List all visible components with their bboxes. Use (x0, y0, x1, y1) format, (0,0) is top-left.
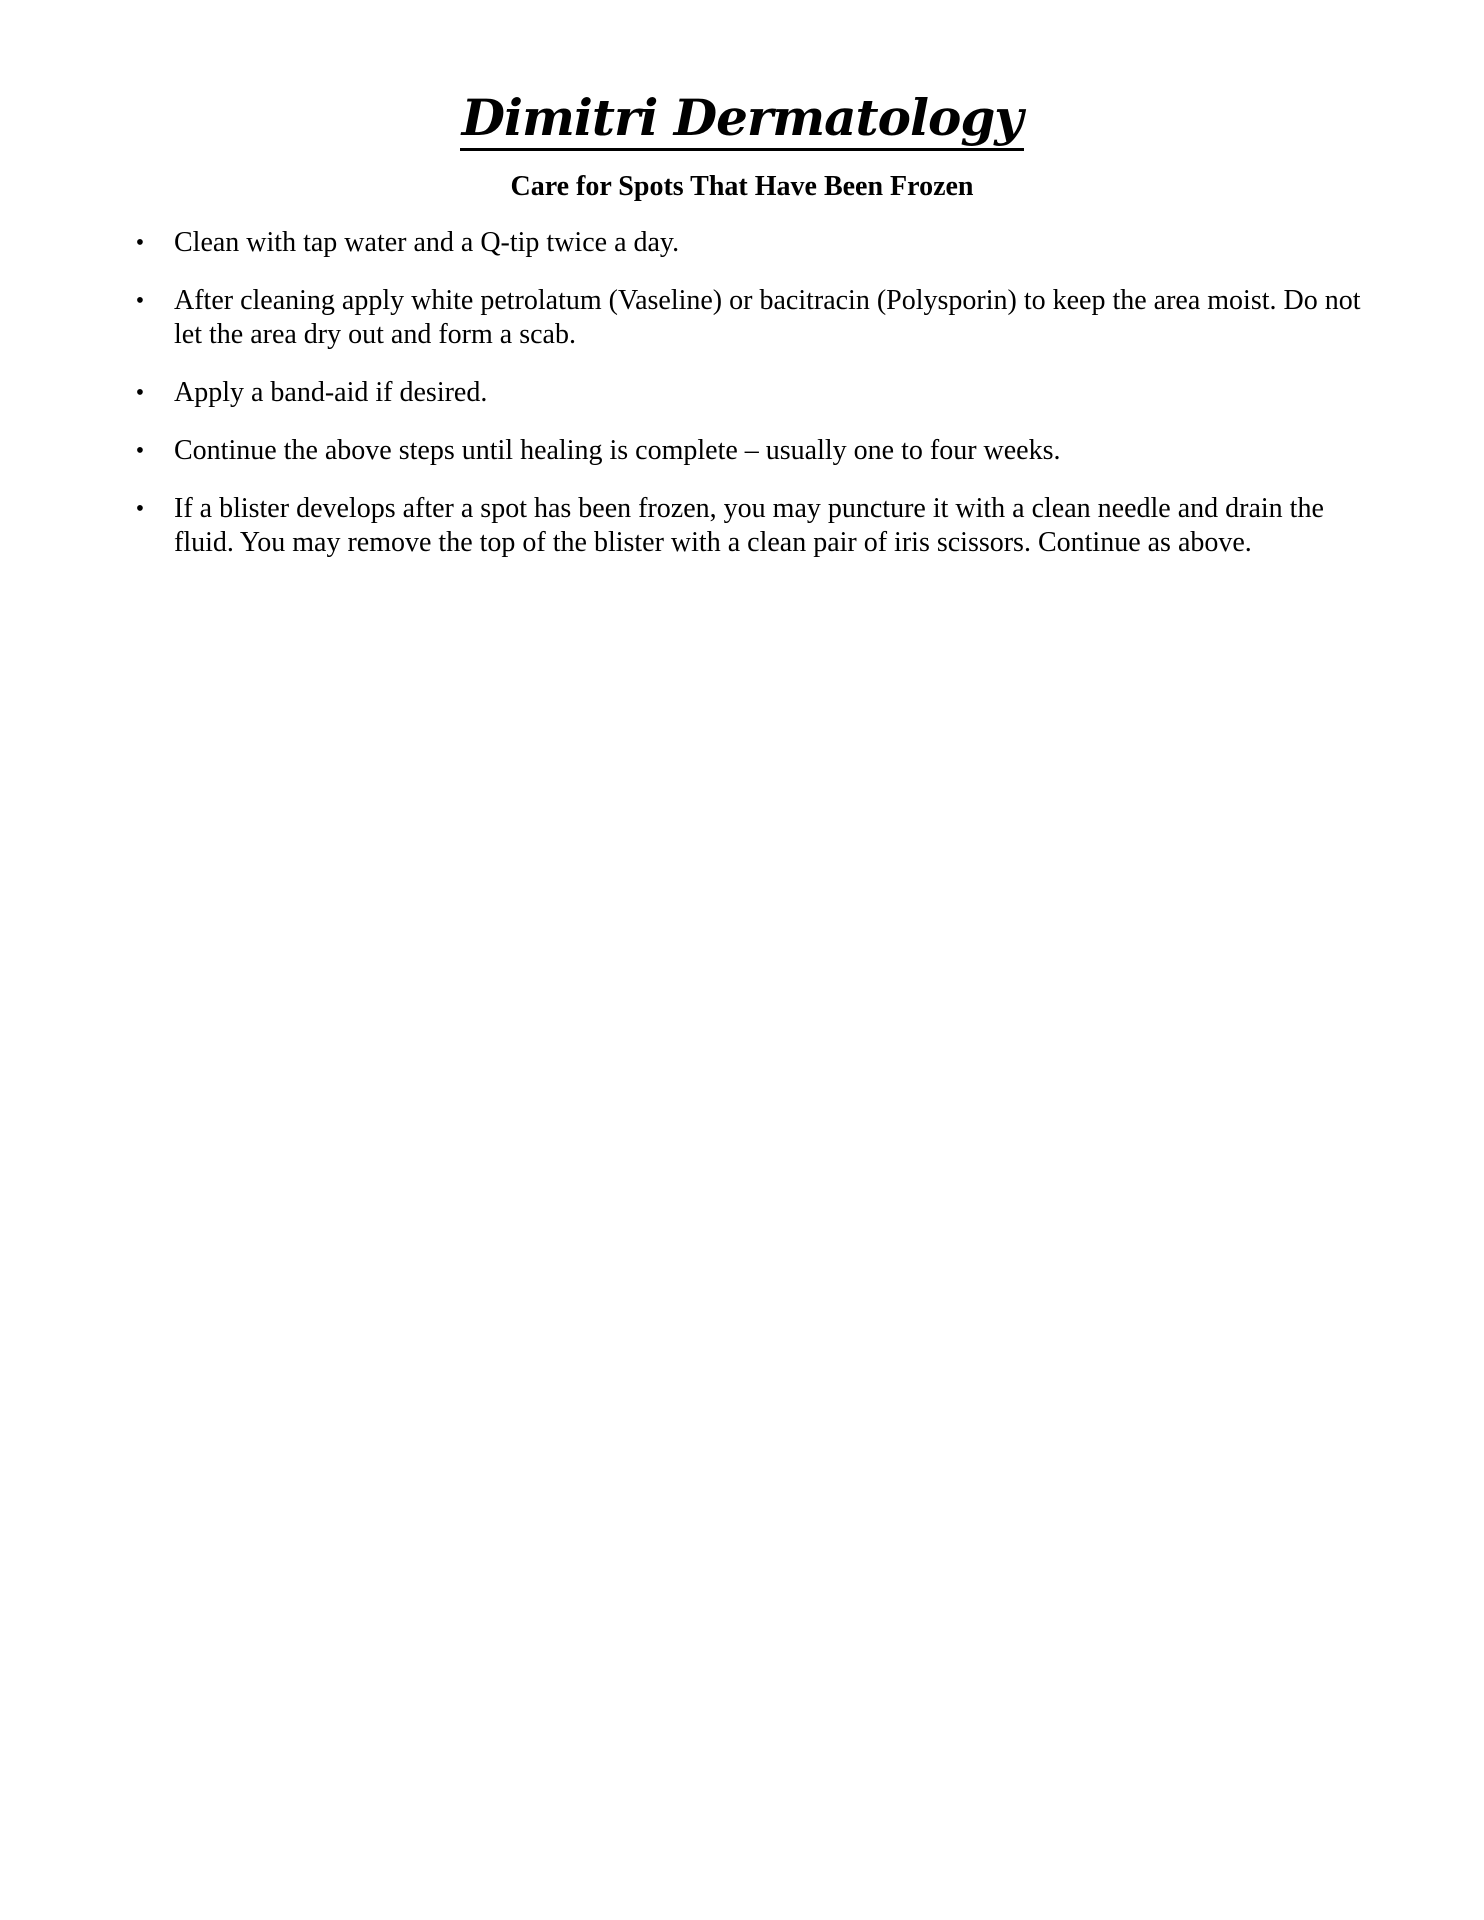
bullet-icon: • (135, 288, 145, 314)
instruction-item (130, 434, 1370, 468)
page-subtitle: Care for Spots That Have Been Frozen (510, 171, 974, 202)
instruction-list (130, 226, 1370, 584)
instruction-item (130, 492, 1370, 560)
header (0, 88, 1484, 151)
clinic-name: Dimitri Dermatology (460, 88, 1025, 151)
instruction-text: Continue the above steps until healing is complete – usually one to four weeks. (174, 435, 1061, 466)
instruction-text: Clean with tap water and a Q-tip twice a day. (174, 227, 680, 258)
instruction-item (130, 376, 1370, 410)
instruction-text: After cleaning apply white petrolatum (Vaseline) or bacitracin (Polysporin) to keep the area moist. Do not let the area dry out and form a scab. (174, 285, 1361, 350)
bullet-icon: • (135, 496, 145, 522)
bullet-icon: • (135, 438, 145, 464)
bullet-icon: • (135, 230, 145, 256)
bullet-icon: • (135, 380, 145, 406)
instruction-text: If a blister develops after a spot has been frozen, you may puncture it with a clean needle and drain the fluid. You may remove the top of the blister with a clean pair of iris scissors. Continue as above. (174, 493, 1324, 558)
instruction-item (130, 226, 1370, 260)
instruction-text: Apply a band-aid if desired. (174, 377, 488, 408)
instruction-item (130, 284, 1370, 352)
